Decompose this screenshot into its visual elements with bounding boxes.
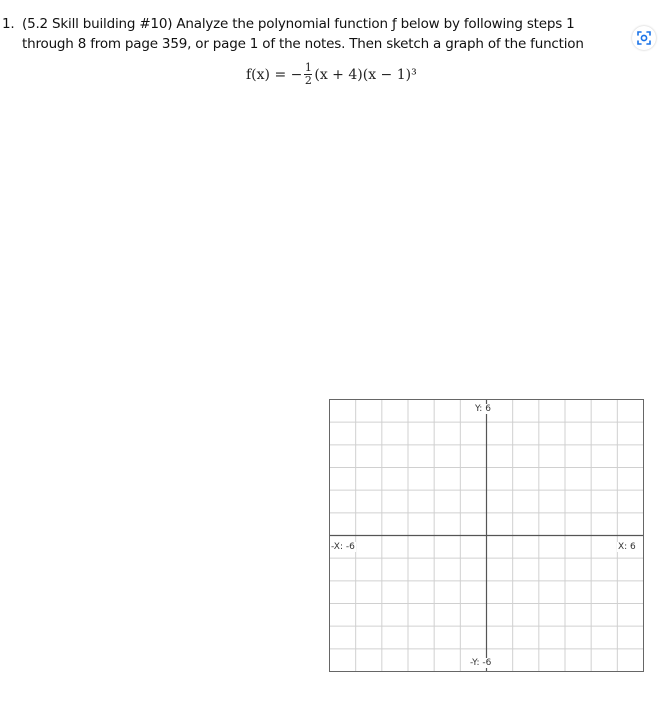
problem-text-line-2: through 8 from page 359, or page 1 of the notes. Then sketch a graph of the function	[22, 36, 584, 52]
coordinate-grid	[329, 399, 644, 672]
problem-line-1	[2, 14, 622, 34]
formula-rhs: (x + 4)(x − 1)³	[314, 66, 417, 83]
fraction-numerator: 1	[304, 61, 312, 74]
fraction-denominator: 2	[304, 74, 312, 87]
grid-svg	[329, 399, 644, 672]
lens-scan-button[interactable]	[632, 26, 656, 50]
x-max-label: X: 6	[618, 542, 636, 552]
y-min-label: -Y: -6	[470, 658, 492, 668]
x-min-label: -X: -6	[331, 542, 355, 552]
lens-scan-icon	[636, 30, 652, 46]
function-formula	[246, 62, 417, 87]
problem-statement	[2, 14, 622, 54]
problem-text-line-1: (5.2 Skill building #10) Analyze the polynomial function ƒ below by following steps 1	[22, 16, 575, 32]
y-max-label: Y: 6	[475, 404, 491, 414]
formula-lhs: f(x) = −	[246, 66, 303, 83]
problem-number: 1.	[2, 16, 15, 32]
formula-fraction	[304, 62, 312, 87]
